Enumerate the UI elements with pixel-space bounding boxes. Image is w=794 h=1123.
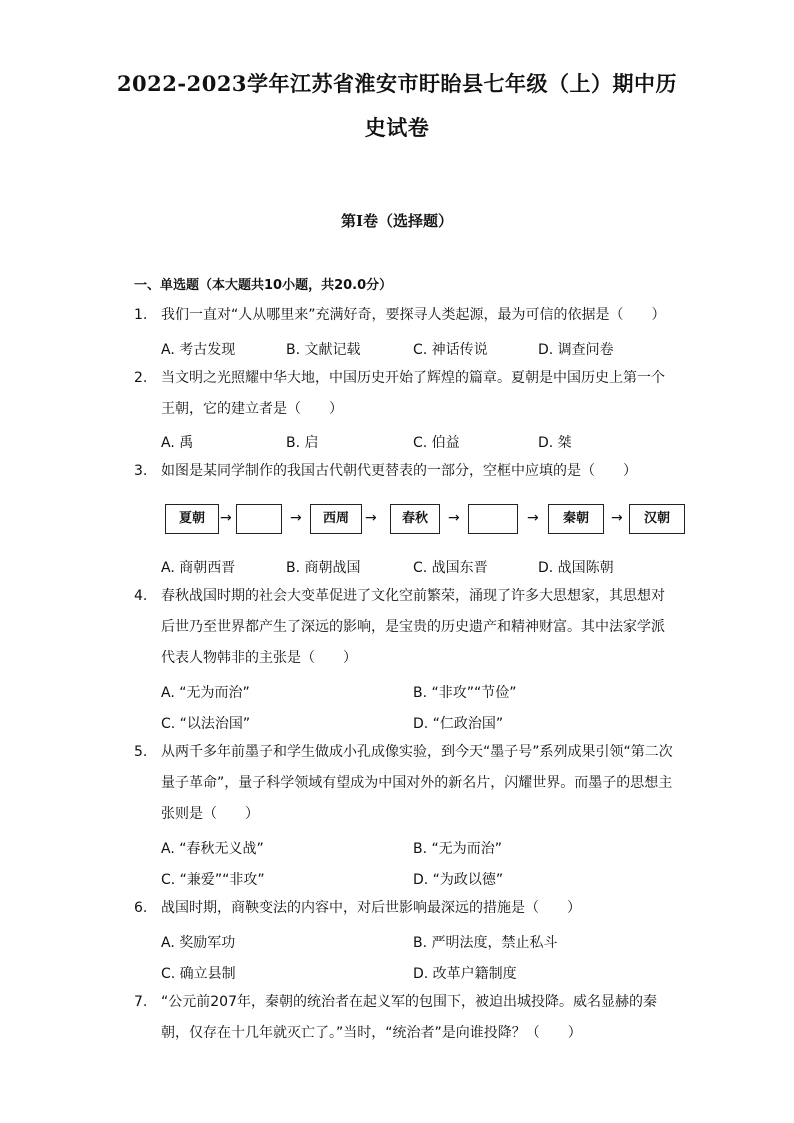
dynasty-chain-diagram: [165, 504, 685, 538]
question-3: [134, 456, 674, 487]
option-a[interactable]: A. 考古发现: [161, 342, 236, 358]
option-c[interactable]: C. “兼爱”“非攻”: [161, 872, 265, 888]
option-d[interactable]: D. 战国陈朝: [538, 560, 614, 576]
exam-title: [100, 62, 694, 150]
question-number: 4.: [134, 588, 148, 604]
dynasty-box-chunqiu: 春秋: [390, 504, 440, 534]
option-a[interactable]: A. “春秋无义战”: [161, 841, 264, 857]
arrow-icon: →: [290, 510, 302, 526]
option-a[interactable]: A. 禹: [161, 435, 194, 451]
option-b[interactable]: B. 商朝战国: [286, 560, 361, 576]
question-number: 7.: [134, 994, 148, 1010]
question-1: [134, 300, 674, 331]
question-stem: 春秋战国时期的社会大变革促进了文化空前繁荣，涌现了许多大思想家，其思想对后世乃至世界都产生了深远的影响，是宝贵的历史遗产和精神财富。其中法家学派代表人物韩非的主张是（ ）: [161, 588, 665, 666]
option-c[interactable]: C. 战国东晋: [413, 560, 488, 576]
option-c[interactable]: C. 伯益: [413, 435, 460, 451]
option-c[interactable]: C. “以法治国”: [161, 716, 251, 732]
option-d[interactable]: D. “为政以德”: [413, 872, 504, 888]
option-d[interactable]: D. 改革户籍制度: [413, 966, 517, 982]
question-stem: “公元前207年，秦朝的统治者在起义军的包围下，被迫出城投降。威名显赫的秦朝，仅存在十几年就灭亡了。”当时，“统治者”是向谁投降？（ ）: [161, 994, 657, 1041]
arrow-icon: →: [220, 510, 232, 526]
dynasty-box-xizhou: 西周: [310, 504, 362, 534]
option-b[interactable]: B. 严明法度，禁止私斗: [413, 935, 558, 951]
title-line-1: 2022-2023学年江苏省淮安市盱眙县七年级（上）期中历: [116, 71, 678, 96]
option-d[interactable]: D. 桀: [538, 435, 572, 451]
option-b[interactable]: B. 文献记载: [286, 342, 361, 358]
question-number: 1.: [134, 307, 148, 323]
question-number: 3.: [134, 463, 148, 479]
arrow-icon: →: [527, 510, 539, 526]
part-heading: 一、单选题（本大题共10小题，共20.0分）: [134, 278, 393, 293]
question-5: [134, 737, 674, 830]
question-stem: 我们一直对“人从哪里来”充满好奇，要探寻人类起源，最为可信的依据是（ ）: [161, 307, 666, 323]
question-number: 5.: [134, 744, 148, 760]
option-d[interactable]: D. “仁政治国”: [413, 716, 504, 732]
dynasty-box-blank-2: [468, 504, 518, 534]
question-7: [134, 987, 674, 1049]
question-stem: 如图是某同学制作的我国古代朝代更替表的一部分，空框中应填的是（ ）: [161, 463, 637, 479]
arrow-icon: →: [448, 510, 460, 526]
option-b[interactable]: B. “非攻”“节俭”: [413, 685, 517, 701]
option-a[interactable]: A. “无为而治”: [161, 685, 250, 701]
dynasty-box-qin: 秦朝: [548, 504, 604, 534]
option-a[interactable]: A. 商朝西晋: [161, 560, 236, 576]
question-stem: 战国时期，商鞅变法的内容中，对后世影响最深远的措施是（ ）: [161, 900, 581, 916]
option-c[interactable]: C. 神话传说: [413, 342, 488, 358]
question-4: [134, 581, 674, 674]
option-b[interactable]: B. “无为而治”: [413, 841, 503, 857]
question-number: 6.: [134, 900, 148, 916]
question-stem: 当文明之光照耀中华大地，中国历史开始了辉煌的篇章。夏朝是中国历史上第一个王朝，它的建立者是（ ）: [161, 370, 665, 417]
option-a[interactable]: A. 奖励军功: [161, 935, 236, 951]
option-d[interactable]: D. 调查问卷: [538, 342, 614, 358]
arrow-icon: →: [365, 510, 377, 526]
question-2: [134, 363, 674, 425]
question-number: 2.: [134, 370, 148, 386]
title-line-2: 史试卷: [364, 115, 430, 140]
dynasty-box-han: 汉朝: [629, 504, 685, 534]
question-6: [134, 893, 674, 924]
arrow-icon: →: [611, 510, 623, 526]
option-b[interactable]: B. 启: [286, 435, 319, 451]
option-c[interactable]: C. 确立县制: [161, 966, 236, 982]
question-stem: 从两千多年前墨子和学生做成小孔成像实验，到今天“墨子号”系列成果引领“第二次量子革命”，量子科学领域有望成为中国对外的新名片，闪耀世界。而墨子的思想主张则是（ ）: [161, 744, 673, 822]
dynasty-box-xia: 夏朝: [165, 504, 219, 534]
section-heading: 第I卷（选择题）: [340, 212, 454, 230]
dynasty-box-blank-1: [236, 504, 282, 534]
